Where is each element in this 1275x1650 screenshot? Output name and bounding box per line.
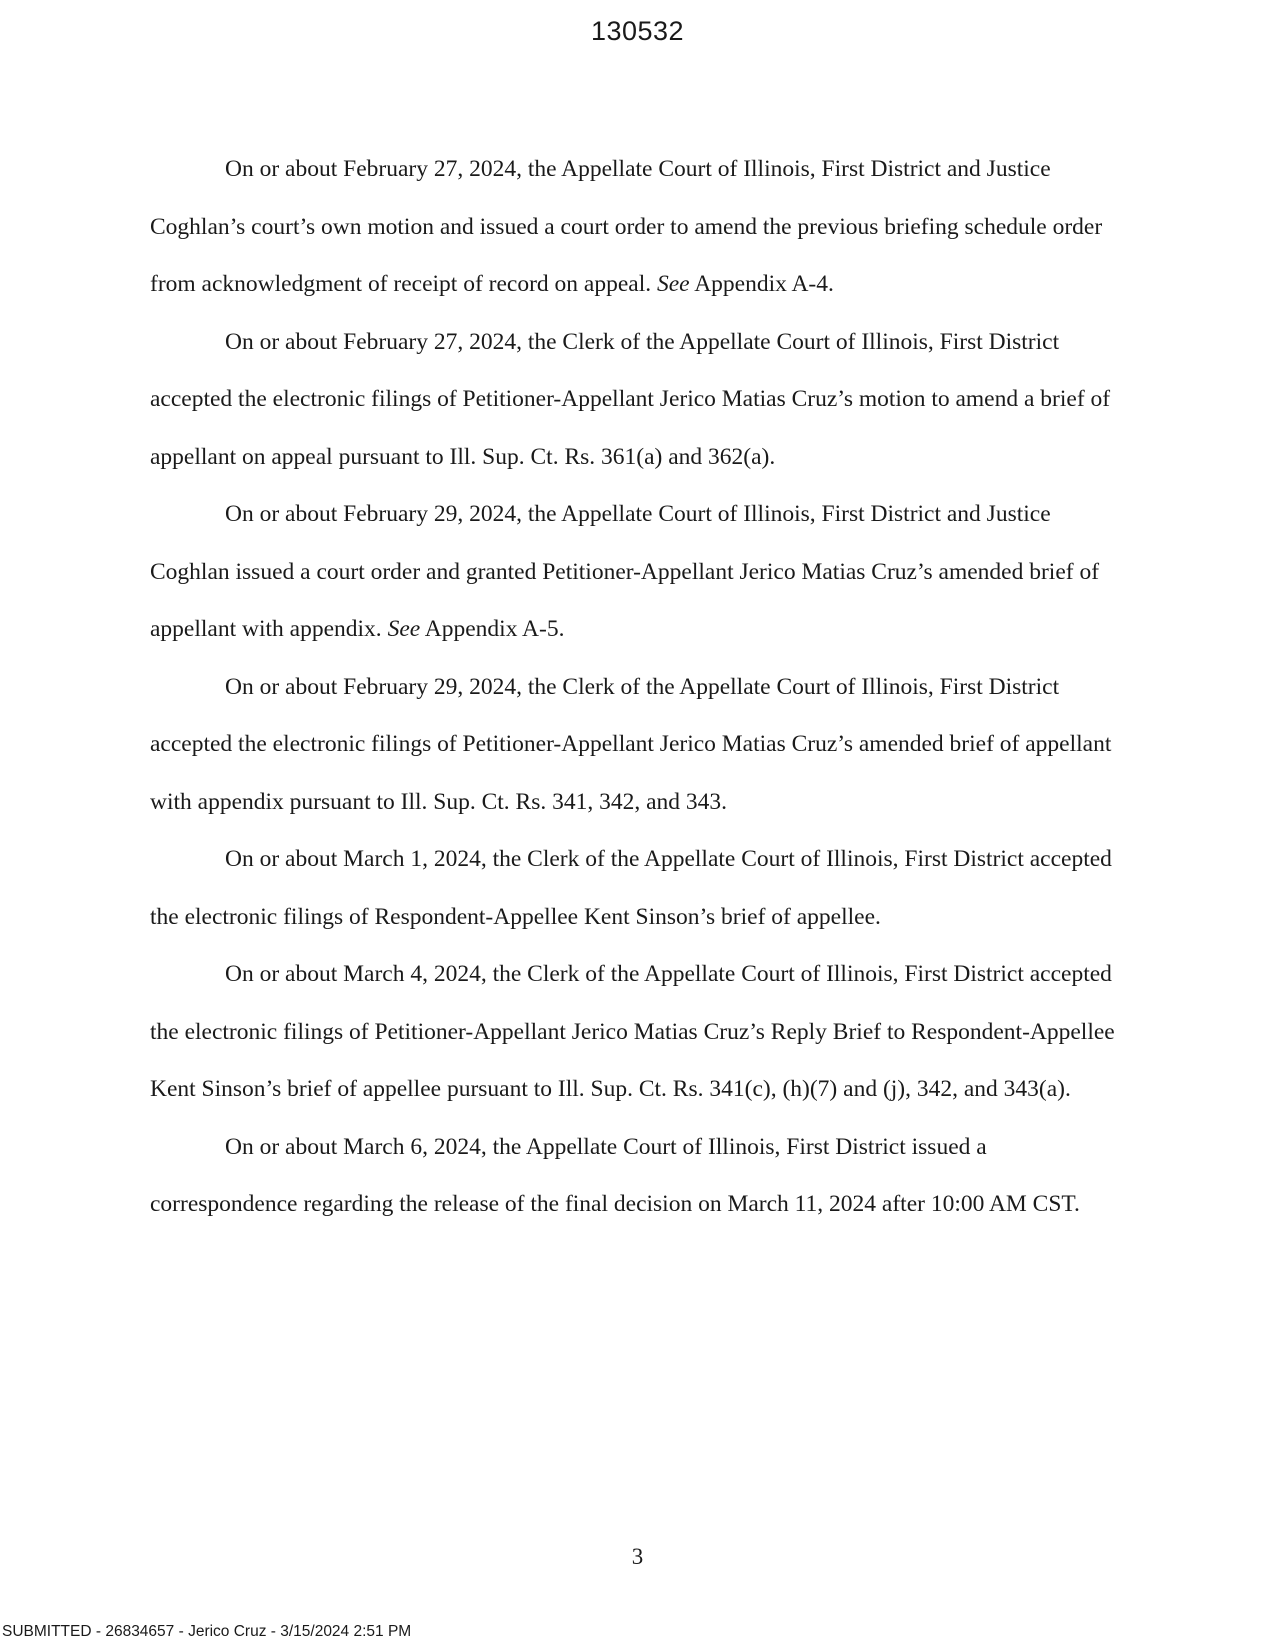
paragraph-tail: Appendix A-4. (689, 271, 834, 297)
paragraph-text: On or about March 1, 2024, the Clerk of the Appellate Court of Illinois, First District accepted the electronic filings of Respondent-Appellee Kent Sinson’s brief of appellee. (150, 846, 1112, 930)
paragraph-text: On or about March 6, 2024, the Appellate Court of Illinois, First District issued a correspondence regarding the release of the final decision on March 11, 2024 after 10:00 AM CST. (150, 1133, 1080, 1217)
paragraph-text: On or about February 29, 2024, the Clerk of the Appellate Court of Illinois, First District accepted the electronic filings of Petitioner-Appellant Jerico Matias Cruz’s amended brief of appellant with appendix pursuant to Ill. Sup. Ct. Rs. 341, 342, and 343. (150, 673, 1112, 815)
paragraph (150, 659, 1125, 832)
italic-see: See (387, 616, 421, 642)
paragraph (150, 1119, 1125, 1234)
document-body (150, 141, 1125, 1234)
paragraph-text: On or about February 27, 2024, the Appellate Court of Illinois, First District and Justice Coghlan’s court’s own motion and issued a court order to amend the previous briefing schedule order from acknowledgment of receipt of record on appeal. (150, 156, 1103, 297)
paragraph (150, 314, 1125, 487)
paragraph (150, 141, 1125, 314)
italic-see: See (657, 271, 690, 297)
paragraph-text: On or about February 27, 2024, the Clerk of the Appellate Court of Illinois, First District accepted the electronic filings of Petitioner-Appellant Jerico Matias Cruz’s motion to amend a brief of appellant on appeal pursuant to Ill. Sup. Ct. Rs. 361(a) and 362(a). (150, 328, 1111, 470)
paragraph (150, 831, 1125, 946)
page-number: 3 (631, 1544, 644, 1569)
submission-stamp: SUBMITTED - 26834657 - Jerico Cruz - 3/15/2024 2:51 PM (2, 1623, 412, 1640)
document-number: 130532 (590, 16, 685, 46)
paragraph-text: On or about March 4, 2024, the Clerk of the Appellate Court of Illinois, First District accepted the electronic filings of Petitioner-Appellant Jerico Matias Cruz’s Reply Brief to Respondent-Appellee Kent Sinson’s brief of appellee pursuant to Ill. Sup. Ct. Rs. 341(c), (h)(7) and (j), 342, and 343(a). (150, 961, 1115, 1102)
paragraph-text: On or about February 29, 2024, the Appellate Court of Illinois, First District and Justice Coghlan issued a court order and granted Petitioner-Appellant Jerico Matias Cruz’s amended brief of appellant with appendix. (150, 501, 1100, 642)
paragraph (150, 486, 1125, 659)
paragraph (150, 946, 1125, 1119)
paragraph-tail: Appendix A-5. (420, 616, 565, 642)
